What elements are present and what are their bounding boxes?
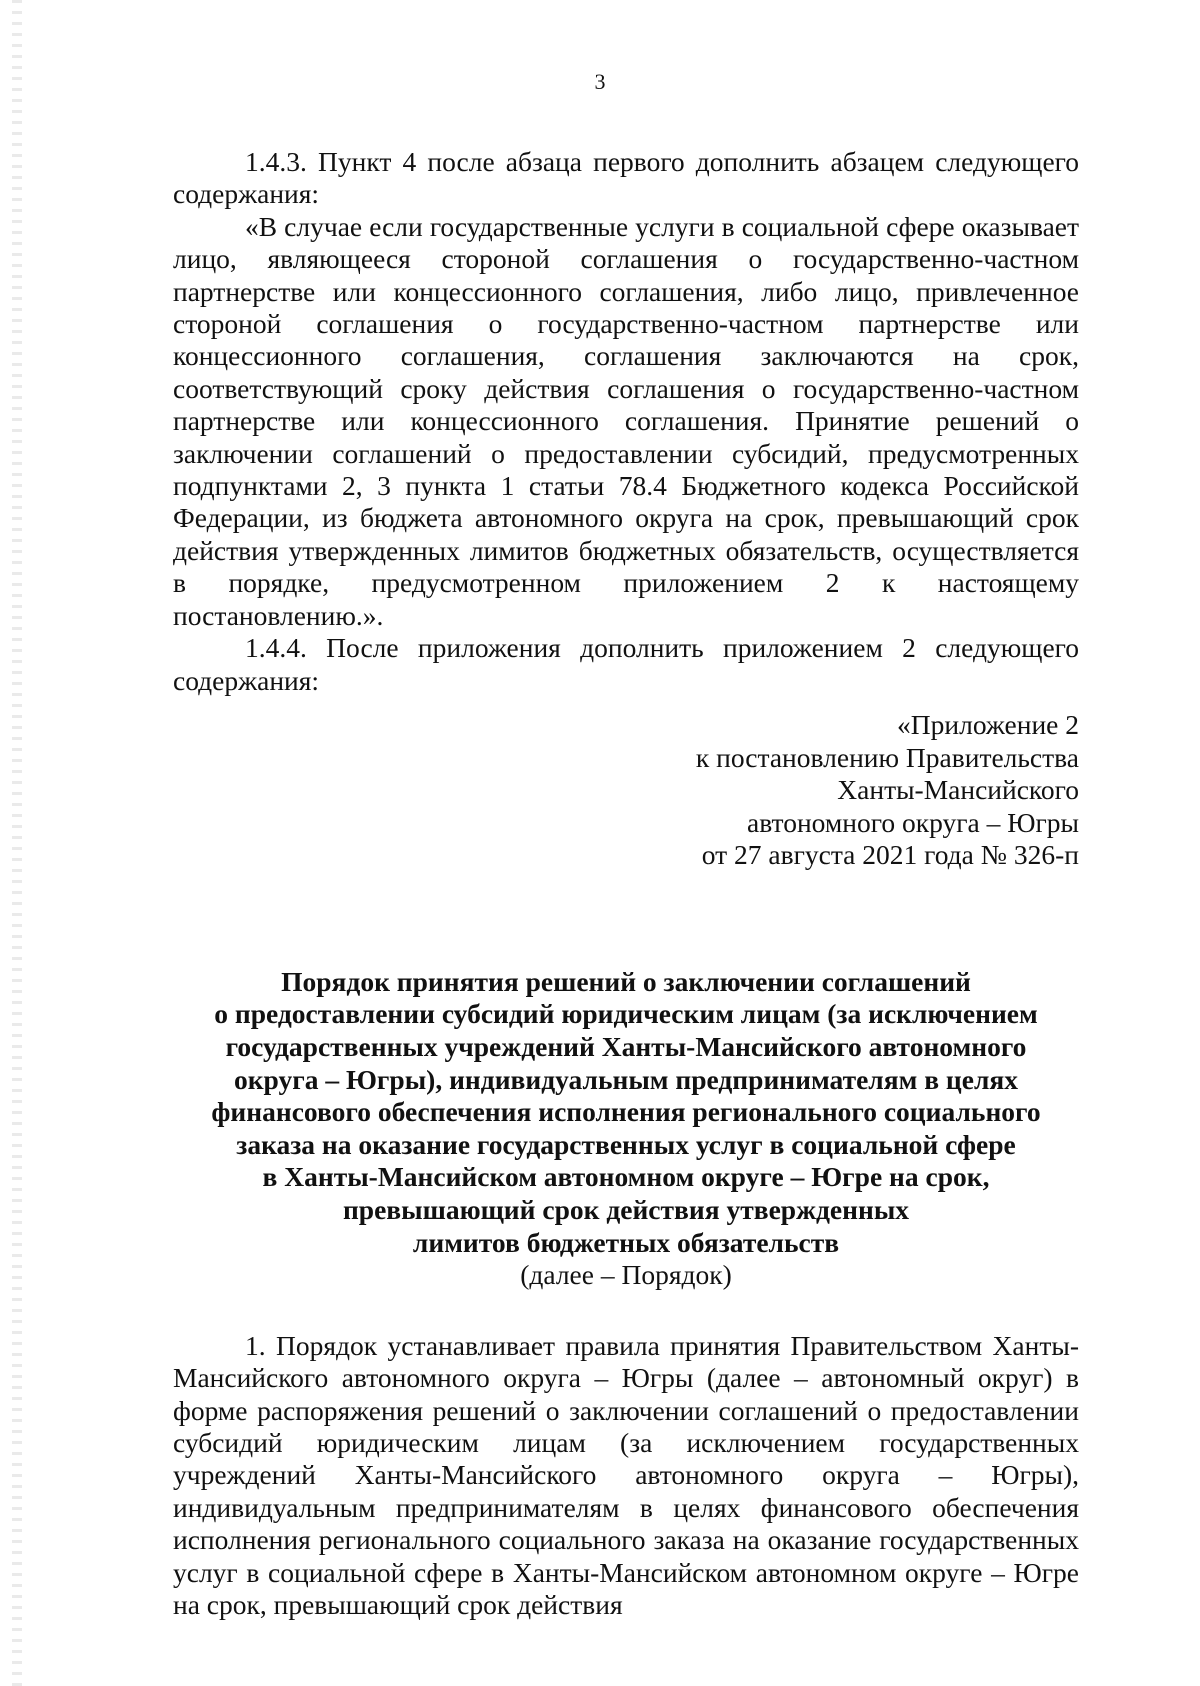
document-body	[173, 146, 1079, 1621]
appendix-line: от 27 августа 2021 года № 326-п	[701, 839, 1079, 871]
clause-1: 1. Порядок устанавливает правила принятия Правительством Ханты-Мансийского автономного округа – Югры (далее – автономный округ) в форме распоряжения решений о заключении соглашений о предоставлении субсидий юридическим лицам (за исключением государственных учреждений Ханты-Мансийского автономного округа – Югры), индивидуальным предпринимателям в целях финансового обеспечения исполнения регионального социального заказа на оказание государственных услуг в социальной сфере в Ханты-Мансийском автономном округе – Югре на срок, превышающий срок действия	[173, 1329, 1079, 1621]
title-line: лимитов бюджетных обязательств	[412, 1226, 840, 1258]
title-line: округа – Югры), индивидуальным предпринимателям в целях	[233, 1063, 1019, 1095]
title-line: государственных учреждений Ханты-Мансийского автономного	[225, 1031, 1027, 1063]
title-line: финансового обеспечения исполнения регионального социального	[211, 1096, 1041, 1128]
procedure-title	[173, 966, 1079, 1292]
paragraph-1-4-3: 1.4.3. Пункт 4 после абзаца первого дополнить абзацем следующего содержания:	[173, 146, 1079, 210]
title-line: о предоставлении субсидий юридическим лицам (за исключением	[214, 998, 1038, 1030]
appendix-reference	[173, 709, 1079, 872]
title-line: в Ханты-Мансийском автономном округе – Югре на срок,	[262, 1161, 990, 1193]
scan-edge-artifact	[12, 0, 22, 1686]
title-line: превышающий срок действия утвержденных	[342, 1194, 910, 1226]
procedure-title-text	[173, 966, 1079, 1259]
paragraph-1-4-4: 1.4.4. После приложения дополнить приложением 2 следующего содержания:	[173, 632, 1079, 696]
page-number: 3	[594, 69, 606, 94]
title-line: Порядок принятия решений о заключении соглашений	[281, 965, 971, 997]
procedure-subtitle: (далее – Порядок)	[520, 1259, 732, 1291]
appendix-line: Ханты-Мансийского	[837, 774, 1079, 806]
appendix-line: автономного округа – Югры	[747, 806, 1079, 838]
title-line: заказа на оказание государственных услуг в социальной сфере	[236, 1128, 1016, 1160]
appendix-line: «Приложение 2	[897, 708, 1079, 740]
appendix-line: к постановлению Правительства	[695, 741, 1079, 773]
paragraph-1-4-3-quote: «В случае если государственные услуги в социальной сфере оказывает лицо, являющееся стороной соглашения о государственно-частном партнерстве или концессионного соглашения, либо лицо, привлеченное стороной соглашения о государственно-частном партнерстве или концессионного соглашения, соглашения заключаются на срок, соответствующий сроку действия соглашения о государственно-частном партнерстве или концессионного соглашения. Принятие решений о заключении соглашений о предоставлении субсидий, предусмотренных подпунктами 2, 3 пункта 1 статьи 78.4 Бюджетного кодекса Российской Федерации, из бюджета автономного округа на срок, превышающий срок действия утвержденных лимитов бюджетных обязательств, осуществляется в порядке, предусмотренном приложением 2 к настоящему постановлению.».	[173, 210, 1079, 631]
